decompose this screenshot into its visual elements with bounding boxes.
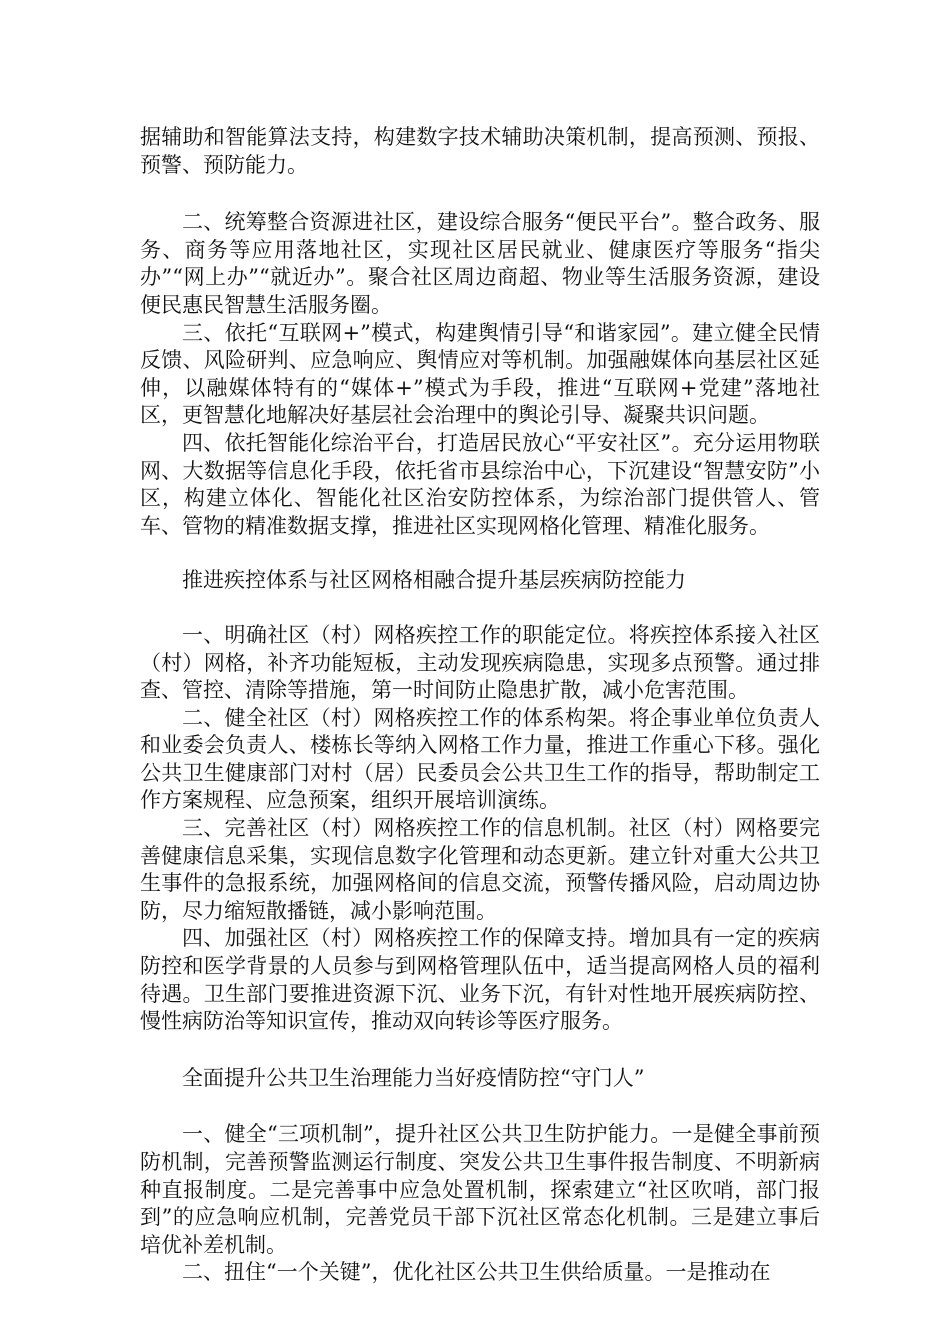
section2-paragraph-3: 三、完善社区（村）网格疾控工作的信息机制。社区（村）网格要完善健康信息采集，实现信息数字化管理和动态更新。建立针对重大公共卫生事件的急报系统，加强网格间的信息交流，预警传播风险，启动周边协防，尽力缩短散播链，减小影响范围。 [140, 816, 820, 923]
section1-paragraph-4: 四、依托智能化综治平台，打造居民放心“平安社区”。充分运用物联网、大数据等信息化手段，依托省市县综治中心，下沉建设“智慧安防”小区，构建立体化、智能化社区治安防控体系，为综治部门提供管人、管车、管物的精准数据支撑，推进社区实现网格化管理、精准化服务。 [140, 430, 820, 538]
section2-paragraph-4: 四、加强社区（村）网格疾控工作的保障支持。增加具有一定的疾病防控和医学背景的人员参与到网格管理队伍中，适当提高网格人员的福利待遇。卫生部门要推进资源下沉、业务下沉，有针对性地开展疾病防控、慢性病防治等知识宣传，推动双向转诊等医疗服务。 [140, 926, 820, 1034]
intro-paragraph: 据辅助和智能算法支持，构建数字技术辅助决策机制，提高预测、预报、预警、预防能力。 [140, 125, 820, 177]
document-page [140, 124, 820, 1287]
section2-paragraph-1: 一、明确社区（村）网格疾控工作的职能定位。将疾控体系接入社区（村）网格，补齐功能短板，主动发现疾病隐患，实现多点预警。通过排查、管控、清除等措施，第一时间防止隐患扩散，减小危害范围。 [140, 622, 820, 703]
section1-paragraph-3: 三、依托“互联网+”模式，构建舆情引导“和谐家园”。建立健全民情反馈、风险研判、应急响应、舆情应对等机制。加强融媒体向基层社区延伸，以融媒体特有的“媒体+”模式为手段，推进“互联网+党建”落地社区，更智慧化地解决好基层社会治理中的舆论引导、凝聚共识问题。 [140, 320, 820, 428]
section3-paragraph-1: 一、健全“三项机制”，提升社区公共卫生防护能力。一是健全事前预防机制，完善预警监测运行制度、突发公共卫生事件报告制度、不明新病种直报制度。二是完善事中应急处置机制，探索建立“社区吹哨，部门报到”的应急响应机制，完善党员干部下沉社区常态化机制。三是建立事后培优补差机制。 [140, 1122, 820, 1257]
section2-paragraph-2: 二、健全社区（村）网格疾控工作的体系构架。将企事业单位负责人和业委会负责人、楼栋长等纳入网格工作力量，推进工作重心下移。强化公共卫生健康部门对村（居）民委员会公共卫生工作的指导，帮助制定工作方案规程、应急预案，组织开展培训演练。 [140, 705, 820, 813]
section1-paragraph-2: 二、统筹整合资源进社区，建设综合服务“便民平台”。整合政务、服务、商务等应用落地社区，实现社区居民就业、健康医疗等服务“指尖办”“网上办”“就近办”。聚合社区周边商超、物业等生活服务资源，建设便民惠民智慧生活服务圈。 [140, 210, 820, 317]
section3-heading: 全面提升公共卫生治理能力当好疫情防控“守门人” [182, 1065, 645, 1090]
section3-paragraph-2: 二、扭住“一个关键”，优化社区公共卫生供给质量。一是推动在 [182, 1260, 771, 1285]
section2-heading: 推进疾控体系与社区网格相融合提升基层疾病防控能力 [182, 568, 686, 593]
